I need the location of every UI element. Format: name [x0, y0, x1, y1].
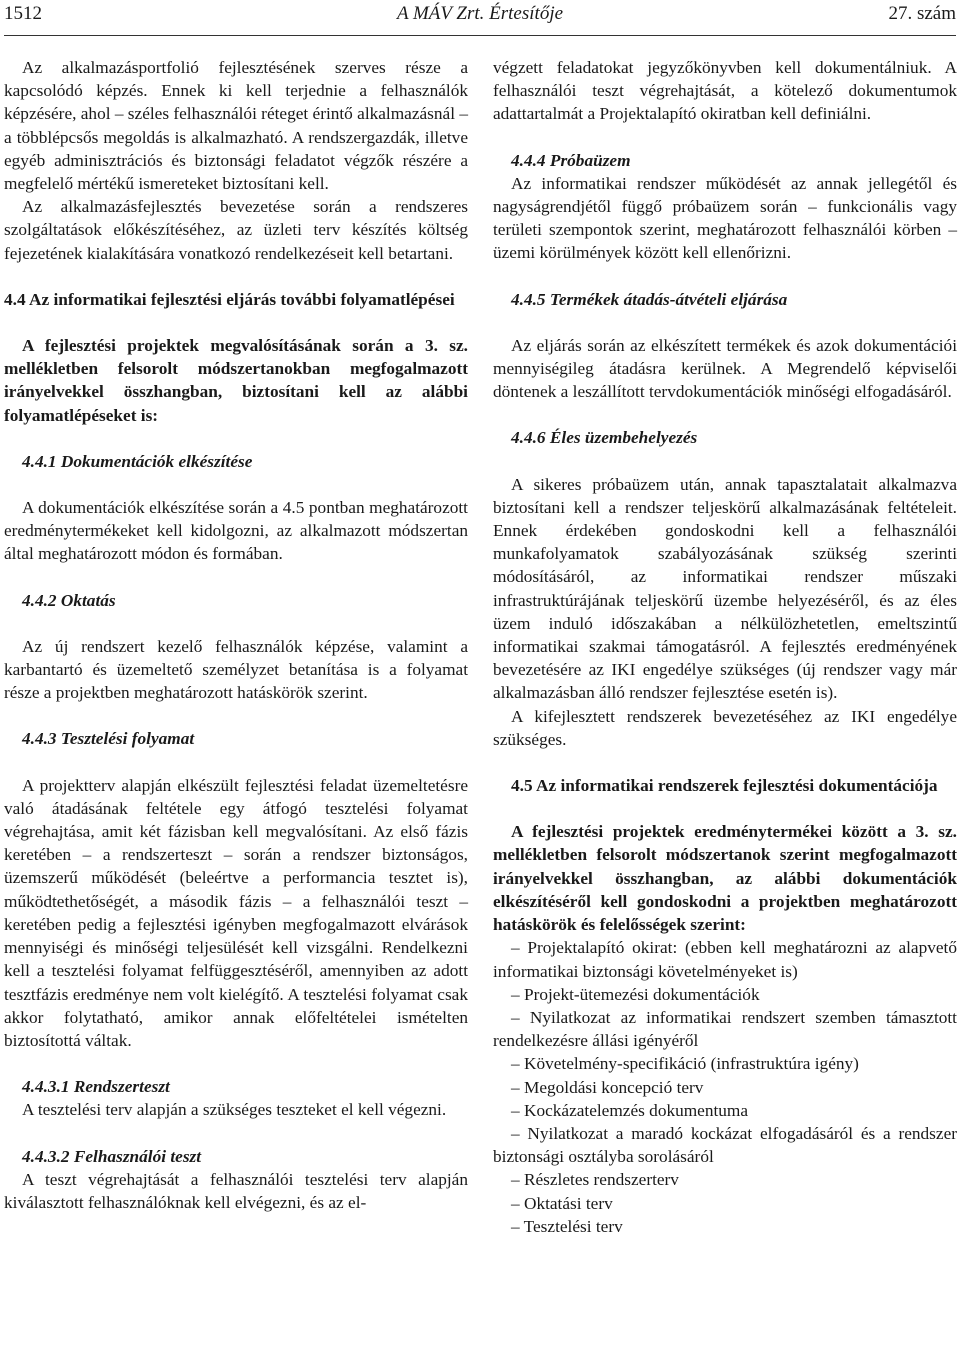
list-item: – Oktatási terv	[511, 1193, 613, 1213]
list-item: – Nyilatkozat a maradó kockázat elfogadásáról és a rendszer biztonsági osztályba sorolásáról	[493, 1123, 957, 1167]
paragraph: Az informatikai rendszer működését az annak jellegétől és nagyságrendjétől függő próbaüzem során – funkcionális vagy területi szempontok szerint, meghatározott felhasználói körben – üzemi körülmények között kell ellenőrizni.	[493, 173, 957, 263]
paragraph: Az alkalmazásportfolió fejlesztésének szerves része a kapcsolódó képzés. Ennek ki kell terjednie a felhasználók képzésére, ahol – széles felhasználói réteget érintő alkalmazásnál – a többlépcsős megoldás is alkalmazható. A rendszergazdák, illetve egyéb adminisztrációs és biztonsági feladatot végzők részére a megfelelő mértékű ismereteket biztosítani kell.	[4, 58, 468, 194]
paragraph: A dokumentációk elkészítése során a 4.5 pontban meghatározott eredménytermékeket kell kidolgozni, az alkalmazott módszertan által meghatározott módon és formában.	[4, 498, 468, 564]
subsection-heading: 4.4.3.2 Felhasználói teszt	[22, 1146, 202, 1166]
list-item: – Projekt-ütemezési dokumentációk	[511, 984, 760, 1004]
issue-number: 27. szám	[888, 3, 956, 24]
paragraph: A fejlesztési projektek eredménytermékei között a 3. sz. mellékletben felsorolt módszertanok szerint megfogalmazott irányelvekkel összhangban, az alábbi dokumentációk elkészítéséről kell gondoskodni a projektben meghatározott hatáskörök és felelősségek szerint:	[493, 822, 957, 935]
subsection-heading: 4.4.6 Éles üzembehelyezés	[511, 428, 698, 448]
list-item: – Tesztelési terv	[511, 1216, 623, 1236]
right-column	[493, 56, 957, 1238]
subsection-heading: 4.4.1 Dokumentációk elkészítése	[22, 451, 253, 471]
list-item: – Megoldási koncepció terv	[511, 1077, 704, 1097]
list-item: – Követelmény-specifikáció (infrastruktúra igény)	[511, 1054, 859, 1074]
paragraph: Az új rendszert kezelő felhasználók képzése, valamint a karbantartó és üzemeltető személyzet betanítása is a folyamat része a projektben meghatározott hatáskörök szerint.	[4, 636, 468, 703]
paragraph: A projektterv alapján elkészült fejlesztési feladat üzemeltetésre való átadásának feltétele egy átfogó tesztelési folyamat végrehajtása, amit két fázisban kell megvalósítani. Az első fázis keretében – a rendszerteszt – során a rendszer biztonságos, üzemszerű működését (beleértve a performancia tesztet is), működtethetőségét, a második fázis – a felhasználói teszt – keretében pedig a fejlesztési igényben megfogalmazott elvárások mennyiségi és minőségi teljesülését kell vizsgálni. Rendelkezni kell a tesztelési folyamat felfüggesztéséről, amennyiben az adott tesztfázis eredménye nem volt kielégítő. A tesztelési folyamat csak akkor folytatható, amikor annak előfeltételei ismételten biztosítottá váltak.	[4, 775, 468, 1050]
page-header	[4, 3, 956, 29]
subsection-heading: 4.4.3.1 Rendszerteszt	[22, 1077, 170, 1097]
left-column	[4, 56, 468, 1214]
list-item: – Projektalapító okirat: (ebben kell meghatározni az alapvető informatikai biztonsági követelményeket is)	[493, 938, 957, 981]
paragraph: Az eljárás során az elkészített termékek és azok dokumentációi mennyiségileg átadásra kerülnek. A Megrendelő képviselői döntenek a leszállított tervdokumentációk minőségi elfogadásáról.	[493, 335, 957, 402]
subsection-heading: 4.4.5 Termékek átadás-átvételi eljárása	[511, 289, 788, 309]
subsection-heading: 4.4.4 Próbaüzem	[511, 150, 631, 170]
paragraph: A fejlesztési projektek megvalósításának során a 3. sz. mellékletben felsorolt módszertanokban megfogalmazott irányelvekkel összhangban, biztosítani kell az alábbi folyamatlépéseket is:	[4, 336, 468, 425]
header-rule	[4, 35, 956, 36]
paragraph: A tesztelési terv alapján a szükséges teszteket el kell végezni.	[22, 1100, 447, 1120]
list-item: – Nyilatkozat az informatikai rendszert szemben támasztott rendelkezésre állási igényéről	[493, 1007, 957, 1051]
paragraph: Az alkalmazásfejlesztés bevezetése során a rendszeres szolgáltatások előkészítéséhez, az üzleti terv készítés költség fejezetének kialakítására vonatkozó rendelkezéseit kell betartani.	[4, 197, 468, 263]
paragraph: A kifejlesztett rendszerek bevezetéséhez az IKI engedélye szükséges.	[493, 706, 957, 749]
journal-title: A MÁV Zrt. Értesítője	[396, 3, 564, 24]
subsection-heading: 4.4.2 Oktatás	[22, 590, 116, 610]
paragraph: végzett feladatokat jegyzőkönyvben kell dokumentálniuk. A felhasználói teszt végrehajtását, a kötelező dokumentumok adattartalmát a Projektalapító okiratban kell definiálni.	[493, 58, 957, 124]
list-item: – Kockázatelemzés dokumentuma	[511, 1100, 749, 1120]
list-item: – Részletes rendszerterv	[511, 1170, 679, 1190]
page-number: 1512	[4, 3, 42, 24]
subsection-heading: 4.4.3 Tesztelési folyamat	[22, 729, 195, 749]
paragraph: A sikeres próbaüzem után, annak tapasztalatait alkalmazva biztosítani kell a rendszer teljeskörű alkalmazásának feltételeit. Ennek érdekében gondoskodni kell a felhasználói munkafolyamatok szabályozásának szükség szerinti módosításáról, az informatikai rendszer műszaki infrastruktúrájának teljeskörű üzembe helyezéséről, és az éles üzem induló időszakában a nélkülözhetetlen, emeltszintű informatikai szakmai támogatásról. A fejlesztés eredményének bevezetésére az IKI engedélye szükséges (új rendszer vagy már alkalmazásban álló rendszer fejlesztése esetén is).	[493, 474, 957, 703]
section-heading: 4.5 Az informatikai rendszerek fejlesztési dokumentációja	[511, 776, 938, 796]
paragraph: A teszt végrehajtását a felhasználói tesztelési terv alapján kiválasztott felhasználóknak kell elvégezni, és az el-	[4, 1169, 468, 1212]
section-heading: 4.4 Az informatikai fejlesztési eljárás további folyamatlépései	[4, 289, 455, 309]
